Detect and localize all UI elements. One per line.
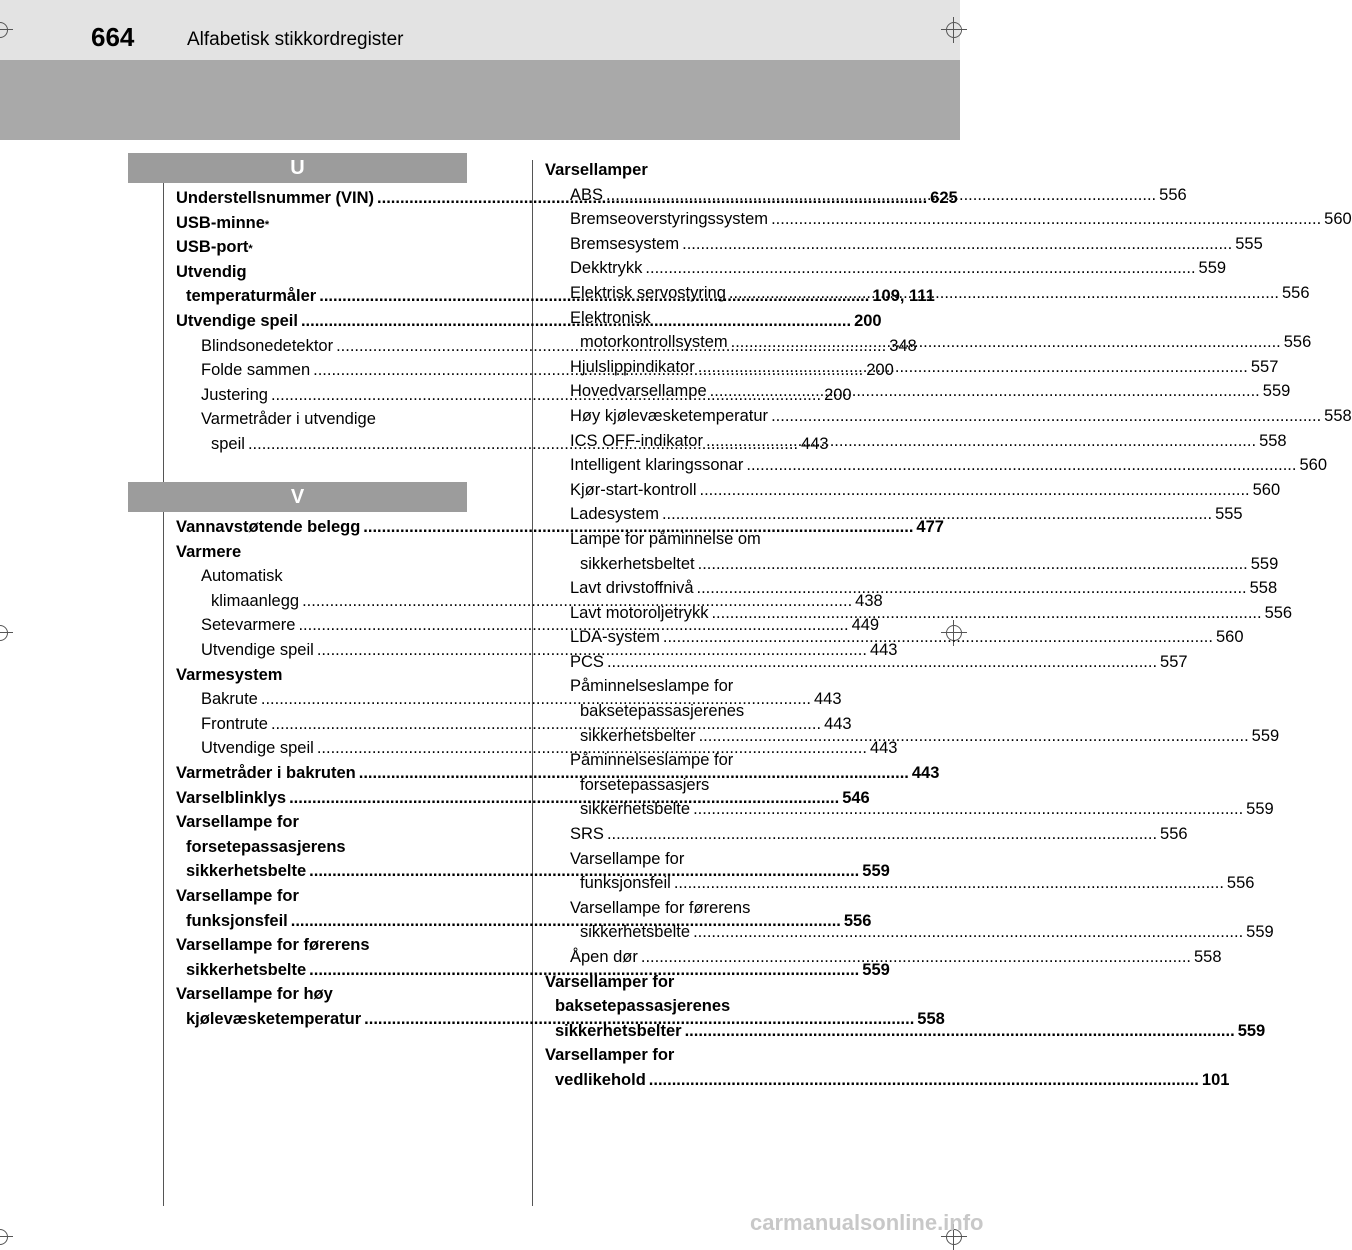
index-entry-text: Varsellamper for bbox=[545, 972, 675, 991]
index-entry-page: 557 bbox=[1160, 652, 1188, 671]
index-entry-page: 443 bbox=[813, 690, 842, 709]
index-entry-text: Utvendig bbox=[176, 262, 247, 281]
index-entry-page: 559 bbox=[1198, 259, 1227, 278]
index-entry-text: USB-minne bbox=[176, 213, 265, 232]
index-entry bbox=[545, 896, 835, 921]
index-entry-text: Lampe for påminnelse om bbox=[570, 529, 761, 548]
index-entry-text: baksetepassasjerenes bbox=[555, 997, 731, 1016]
index-entry-text: Lavt drivstoffnivå bbox=[570, 579, 694, 598]
index-entry bbox=[545, 1043, 835, 1068]
index-entry-text: kjølevæsketemperatur bbox=[186, 1009, 362, 1028]
index-entry-page: 556 bbox=[1264, 603, 1293, 622]
index-entry-text: sikkerhetsbelte bbox=[186, 960, 307, 979]
section-letter-v: V bbox=[128, 482, 467, 512]
index-entry-page: 560 bbox=[1324, 210, 1352, 229]
index-entry-page: 558 bbox=[1259, 431, 1287, 450]
index-entry-text: Dekktrykk bbox=[570, 259, 643, 278]
index-entry-page: 101 bbox=[1201, 1070, 1230, 1089]
index-entry-page: 556 bbox=[843, 911, 872, 930]
index-entry-text: Varsellampe for høy bbox=[176, 985, 333, 1004]
index-entry-page: 200 bbox=[854, 311, 882, 330]
index-entry-page: 449 bbox=[851, 616, 880, 635]
index-entry-text: Utvendige speil bbox=[201, 739, 314, 758]
registration-mark-icon bbox=[0, 620, 13, 646]
dot-leader bbox=[663, 625, 1213, 650]
index-entry-page: 556 bbox=[1159, 185, 1187, 204]
section-letter-u: U bbox=[128, 153, 467, 183]
index-entry-text: Varselblinklys bbox=[176, 788, 287, 807]
index-entry bbox=[176, 810, 466, 835]
registration-mark-icon bbox=[0, 17, 13, 43]
dot-leader bbox=[771, 207, 1321, 232]
registration-mark-icon bbox=[941, 17, 967, 43]
index-entry-text: Blindsonedetektor bbox=[201, 336, 334, 355]
index-entry-text: Varsellampe for bbox=[176, 813, 299, 832]
dot-leader bbox=[674, 871, 1224, 896]
index-entry-page: 559 bbox=[862, 862, 890, 881]
index-entry-text: Utvendige speil bbox=[201, 640, 314, 659]
index-entry-text: funksjonsfeil bbox=[580, 874, 671, 893]
index-entry-page: 559 bbox=[1246, 923, 1274, 942]
index-entry-text: forsetepassasjers bbox=[580, 775, 710, 794]
index-entry-page: 559 bbox=[1250, 554, 1279, 573]
index-entry-text: sikkerhetsbelte bbox=[580, 800, 691, 819]
index-entry-text: Bremsesystem bbox=[570, 234, 680, 253]
index-entry-text: sikkerhetsbelte bbox=[580, 923, 691, 942]
index-entry-page: 556 bbox=[1283, 333, 1312, 352]
index-entry-text: Varsellampe for bbox=[570, 849, 685, 868]
index-entry-text: baksetepassasjerenes bbox=[580, 702, 745, 721]
index-entry-page: 559 bbox=[1237, 1021, 1266, 1040]
index-entry-page: 555 bbox=[1215, 505, 1243, 524]
index-entry bbox=[176, 982, 466, 1007]
index-entry-page: 559 bbox=[1262, 382, 1291, 401]
index-entry bbox=[545, 404, 1352, 429]
index-entry-page: 443 bbox=[869, 739, 898, 758]
dot-leader bbox=[771, 404, 1321, 429]
index-entry-text: sikkerhetsbelter bbox=[580, 726, 696, 745]
index-entry-text: motorkontrollsystem bbox=[580, 333, 728, 352]
index-entry-text: Bakrute bbox=[201, 690, 258, 709]
index-entry-text: Varsellamper for bbox=[545, 1046, 675, 1065]
index-entry bbox=[545, 232, 1263, 257]
index-entry-text: speil bbox=[211, 434, 245, 453]
dot-leader bbox=[649, 1068, 1199, 1093]
index-entry bbox=[545, 1068, 1230, 1093]
index-entry bbox=[176, 933, 466, 958]
index-entry bbox=[545, 748, 835, 773]
index-entry-text: Varmere bbox=[176, 542, 242, 561]
index-entry-text: Frontrute bbox=[201, 714, 268, 733]
header-band-dark bbox=[0, 60, 960, 140]
index-entry bbox=[545, 822, 1188, 847]
index-entry-page: 200 bbox=[824, 385, 852, 404]
index-entry-text: Varmetråder i utvendige bbox=[201, 410, 376, 429]
index-entry-text: Varmesystem bbox=[176, 665, 283, 684]
index-entry bbox=[545, 699, 835, 724]
registration-mark-icon bbox=[0, 1224, 13, 1250]
index-entry-page: 559 bbox=[862, 960, 890, 979]
dot-leader bbox=[607, 650, 1157, 675]
dot-leader bbox=[729, 281, 1279, 306]
index-entry-text: Varsellampe for førerens bbox=[570, 898, 751, 917]
index-entry-text: Varsellampe for førerens bbox=[176, 936, 370, 955]
index-entry-text: Varsellampe for bbox=[176, 886, 299, 905]
index-entry-text: sikkerhetsbeltet bbox=[580, 554, 695, 573]
index-entry-text: sikkerhetsbelter bbox=[555, 1021, 682, 1040]
page-number: 664 bbox=[91, 22, 135, 52]
index-entry bbox=[545, 527, 835, 552]
index-entry-text: sikkerhetsbelte bbox=[186, 862, 307, 881]
dot-leader bbox=[698, 355, 1248, 380]
index-entry bbox=[545, 650, 1188, 675]
index-entry-page: 443 bbox=[911, 763, 940, 782]
index-entry-page: 556 bbox=[1160, 825, 1188, 844]
index-entry bbox=[545, 478, 1281, 503]
index-entry bbox=[545, 158, 835, 183]
index-entry-text: Folde sammen bbox=[201, 361, 311, 380]
dot-leader bbox=[746, 453, 1296, 478]
dot-leader bbox=[700, 478, 1250, 503]
index-entry-text: Elektrisk servostyring bbox=[570, 283, 726, 302]
index-entry bbox=[545, 994, 835, 1019]
dot-leader bbox=[699, 724, 1249, 749]
index-entry bbox=[545, 256, 1227, 281]
index-entry-text: Bremseoverstyringssystem bbox=[570, 210, 769, 229]
index-entry-text: funksjonsfeil bbox=[186, 911, 288, 930]
index-entry: USB-port * bbox=[176, 235, 466, 260]
index-entry-text: USB-port bbox=[176, 238, 249, 257]
index-entry-text: Ladesystem bbox=[570, 505, 659, 524]
index-entry bbox=[176, 663, 466, 688]
index-entry-page: 557 bbox=[1250, 357, 1279, 376]
index-entry bbox=[545, 453, 1327, 478]
dot-leader bbox=[693, 797, 1243, 822]
index-entry-text: Hovedvarsellampe bbox=[570, 382, 707, 401]
index-entry bbox=[176, 260, 466, 285]
index-entry bbox=[176, 884, 466, 909]
dot-leader bbox=[710, 379, 1260, 404]
watermark: carmanualsonline.info bbox=[750, 1210, 984, 1235]
dot-leader bbox=[697, 576, 1247, 601]
index-entry-page: 558 bbox=[1324, 406, 1352, 425]
index-entry bbox=[545, 306, 835, 331]
index-entry-text: klimaanlegg bbox=[211, 591, 300, 610]
index-entry-text: Understellsnummer (VIN) bbox=[176, 189, 375, 207]
index-entry-page: 558 bbox=[1193, 948, 1222, 966]
dot-leader bbox=[606, 183, 1156, 208]
index-entry-page: 560 bbox=[1252, 480, 1281, 499]
dot-leader bbox=[662, 502, 1212, 527]
index-entry-text: Varsellamper bbox=[545, 161, 648, 179]
index-entry bbox=[545, 429, 1287, 454]
index-entry-text: Kjør-start-kontroll bbox=[570, 480, 697, 499]
index-entry-text: Påminnelseslampe for bbox=[570, 751, 734, 770]
index-entry-page: 558 bbox=[917, 1009, 945, 1028]
dot-leader bbox=[682, 232, 1232, 257]
index-entry bbox=[545, 552, 1279, 577]
header-band-light bbox=[0, 0, 960, 60]
index-entry-text: forsetepassasjerens bbox=[186, 837, 346, 856]
index-entry-text: Høy kjølevæsketemperatur bbox=[570, 406, 769, 425]
dot-leader bbox=[711, 601, 1261, 626]
index-entry-text: Automatisk bbox=[201, 567, 283, 586]
index-entry-text: ICS OFF-indikator bbox=[570, 431, 703, 450]
index-entry-page: 546 bbox=[842, 788, 870, 807]
index-entry bbox=[545, 1019, 1266, 1044]
index-entry bbox=[176, 407, 466, 432]
index-entry-text: Elektronisk bbox=[570, 308, 651, 327]
index-entry bbox=[545, 970, 835, 995]
index-entry-text: Setevarmere bbox=[201, 616, 296, 635]
page-title: Alfabetisk stikkordregister bbox=[187, 29, 404, 50]
index-entry-text: SRS bbox=[570, 825, 604, 844]
index-entry-page: 556 bbox=[1281, 283, 1310, 302]
index-entry bbox=[545, 847, 835, 872]
index-entry-text: LDA-system bbox=[570, 628, 660, 647]
index-entry-page: 625 bbox=[930, 189, 958, 207]
index-entry-page: 200 bbox=[866, 361, 894, 380]
index-entry-text: Intelligent klaringssonar bbox=[570, 456, 744, 475]
index-entry-text: PCS bbox=[570, 652, 604, 671]
index-entry-page: 443 bbox=[801, 434, 829, 453]
index-entry-page: 438 bbox=[855, 591, 883, 610]
index-entry bbox=[176, 835, 466, 860]
index-entry-page: 443 bbox=[824, 714, 852, 733]
index-entry-page: 109, 111 bbox=[872, 287, 935, 306]
index-entry-page: 555 bbox=[1235, 234, 1263, 253]
index-entry bbox=[176, 564, 466, 589]
index-entry-text: Åpen dør bbox=[570, 948, 638, 966]
index-entry: USB-minne * bbox=[176, 211, 466, 236]
dot-leader bbox=[706, 429, 1256, 454]
index-entry bbox=[545, 207, 1352, 232]
index-entry-page: 443 bbox=[869, 640, 898, 659]
index-entry bbox=[176, 540, 466, 565]
index-entry-page: 559 bbox=[1246, 800, 1274, 819]
dot-leader bbox=[607, 822, 1157, 847]
index-entry bbox=[545, 773, 835, 798]
index-entry-page: 348 bbox=[889, 336, 917, 355]
dot-leader bbox=[693, 920, 1243, 945]
index-entry-text: Varmetråder i bakruten bbox=[176, 763, 356, 782]
index-entry bbox=[545, 674, 835, 699]
dot-leader bbox=[685, 1019, 1235, 1044]
index-entry-text: Hjulslippindikator bbox=[570, 357, 695, 376]
index-entry-text: Lavt motoroljetrykk bbox=[570, 603, 709, 622]
dot-leader bbox=[731, 330, 1281, 355]
index-entry-text: vedlikehold bbox=[555, 1070, 646, 1089]
index-entry-page: 556 bbox=[1226, 874, 1255, 893]
index-entry-text: Justering bbox=[201, 385, 268, 404]
index-entry-text: Utvendige speil bbox=[176, 311, 298, 330]
index-entry-page: 559 bbox=[1251, 726, 1280, 745]
index-entry-text: Påminnelseslampe for bbox=[570, 677, 734, 696]
index-entry-text: Vannavstøtende belegg bbox=[176, 518, 361, 536]
dot-leader bbox=[645, 256, 1195, 281]
dot-leader bbox=[641, 945, 1191, 970]
index-entry-page: 477 bbox=[916, 518, 944, 536]
left-column-rule bbox=[163, 160, 164, 1206]
dot-leader bbox=[698, 552, 1248, 577]
index-entry-page: 560 bbox=[1299, 456, 1327, 475]
index-entry-text: ABS bbox=[570, 185, 604, 204]
index-entry-page: 560 bbox=[1215, 628, 1244, 647]
index-entry-text: temperaturmåler bbox=[186, 287, 317, 306]
index-entry-page: 558 bbox=[1249, 579, 1278, 598]
